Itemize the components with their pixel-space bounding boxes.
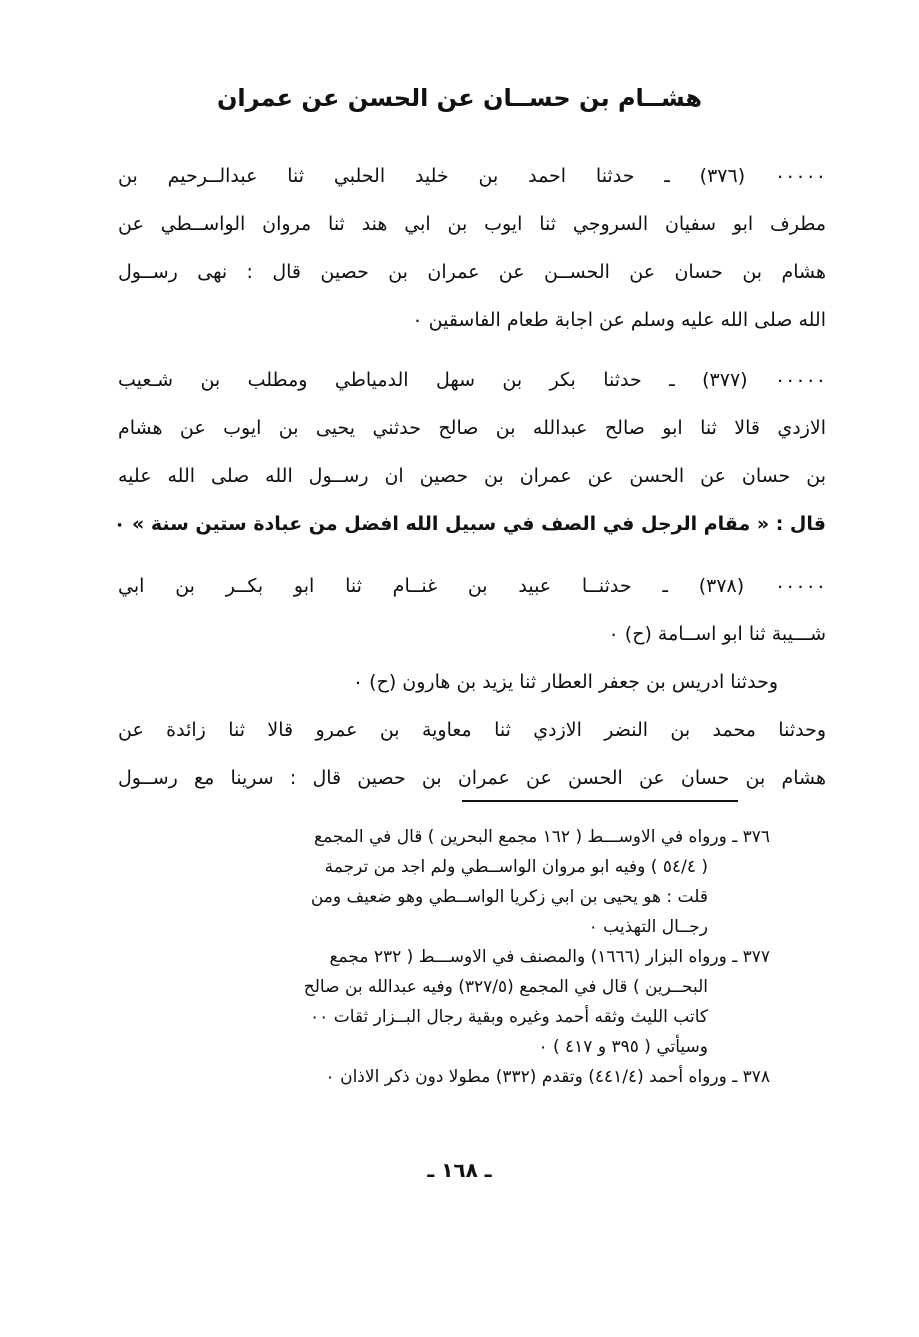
footnotes xyxy=(130,822,770,1092)
text-line: ٠٠٠٠٠ (٣٧٨) ـ حدثنــا عبيد بن غنــام ثنا ابو بكــر بن ابي xyxy=(118,575,826,597)
text-line: مطرف ابو سفيان السروجي ثنا ايوب بن ابي هند ثنا مروان الواســطي عن xyxy=(118,213,826,235)
footnote-line: وسيأتي ( ٣٩٥ و ٤١٧ ) ٠ xyxy=(538,1037,708,1057)
footnote-line: رجــال التهذيب ٠ xyxy=(588,917,708,937)
text-line: ٠٠٠٠٠ (٣٧٧) ـ حدثنا بكر بن سهل الدمياطي ومطلب بن شـعيب xyxy=(118,369,826,391)
text-line: بن حسان عن الحسن عن عمران بن حصين ان رســول الله صلى الله عليه xyxy=(118,465,826,487)
hadith-378 xyxy=(118,562,826,802)
text-line: هشام بن حسان عن الحسن عن عمران بن حصين قال : سرينا مع رســول xyxy=(118,767,826,789)
footnote-line: قلت : هو يحيى بن ابي زكريا الواســطي وهو ضعيف ومن xyxy=(310,887,708,907)
footnote-line: ٣٧٧ ـ ورواه البزار (١٦٦٦) والمصنف في الاوســـط ( ٢٣٢ مجمع xyxy=(329,947,770,967)
hadith-376 xyxy=(118,152,826,344)
text-line: قال : « مقام الرجل في الصف في سبيل الله افضل من عبادة ستين سنة » ٠ xyxy=(113,513,826,535)
text-line: ٠٠٠٠٠ (٣٧٦) ـ حدثنا احمد بن خليد الحلبي ثنا عبدالــرحيم بن xyxy=(118,165,826,187)
text-line: الله صلى الله عليه وسلم عن اجابة طعام الفاسقين ٠ xyxy=(412,309,826,331)
footnote-line: ٣٧٨ ـ ورواه أحمد (٤٤١/٤) وتقدم (٣٣٢) مطولا دون ذكر الاذان ٠ xyxy=(325,1067,770,1087)
hadith-377 xyxy=(113,356,826,548)
page-number: ـ ١٦٨ ـ xyxy=(427,1158,492,1182)
footnote-separator xyxy=(462,800,738,802)
footnote-line: كاتب الليث وثقه أحمد وغيره وبقية رجال البــزار ثقات ٠٠ xyxy=(310,1007,708,1027)
text-line: وحدثنا محمد بن النضر الازدي ثنا معاوية بن عمرو قالا ثنا زائدة عن xyxy=(118,719,826,741)
footnote-line: البحــرين ) قال في المجمع (٣٢٧/٥) وفيه عبدالله بن صالح xyxy=(303,977,708,997)
footnote-line: ٣٧٦ ـ ورواه في الاوســـط ( ١٦٢ مجمع البحرين ) قال في المجمع xyxy=(314,827,770,847)
text-line: شـــيبة ثنا ابو اســامة (ح) ٠ xyxy=(608,623,826,645)
page-title: هشــام بن حســان عن الحسن عن عمران xyxy=(216,84,703,112)
text-line: الازدي قالا ثنا ابو صالح عبدالله بن صالح حدثني يحيى بن ايوب عن هشام xyxy=(118,417,826,439)
footnote-line: ( ٥٤/٤ ) وفيه ابو مروان الواســطي ولم اجد من ترجمة xyxy=(324,857,708,877)
text-line: هشام بن حسان عن الحســن عن عمران بن حصين قال : نهى رســول xyxy=(118,261,826,283)
text-line: وحدثنا ادريس بن جعفر العطار ثنا يزيد بن هارون (ح) ٠ xyxy=(352,671,778,693)
